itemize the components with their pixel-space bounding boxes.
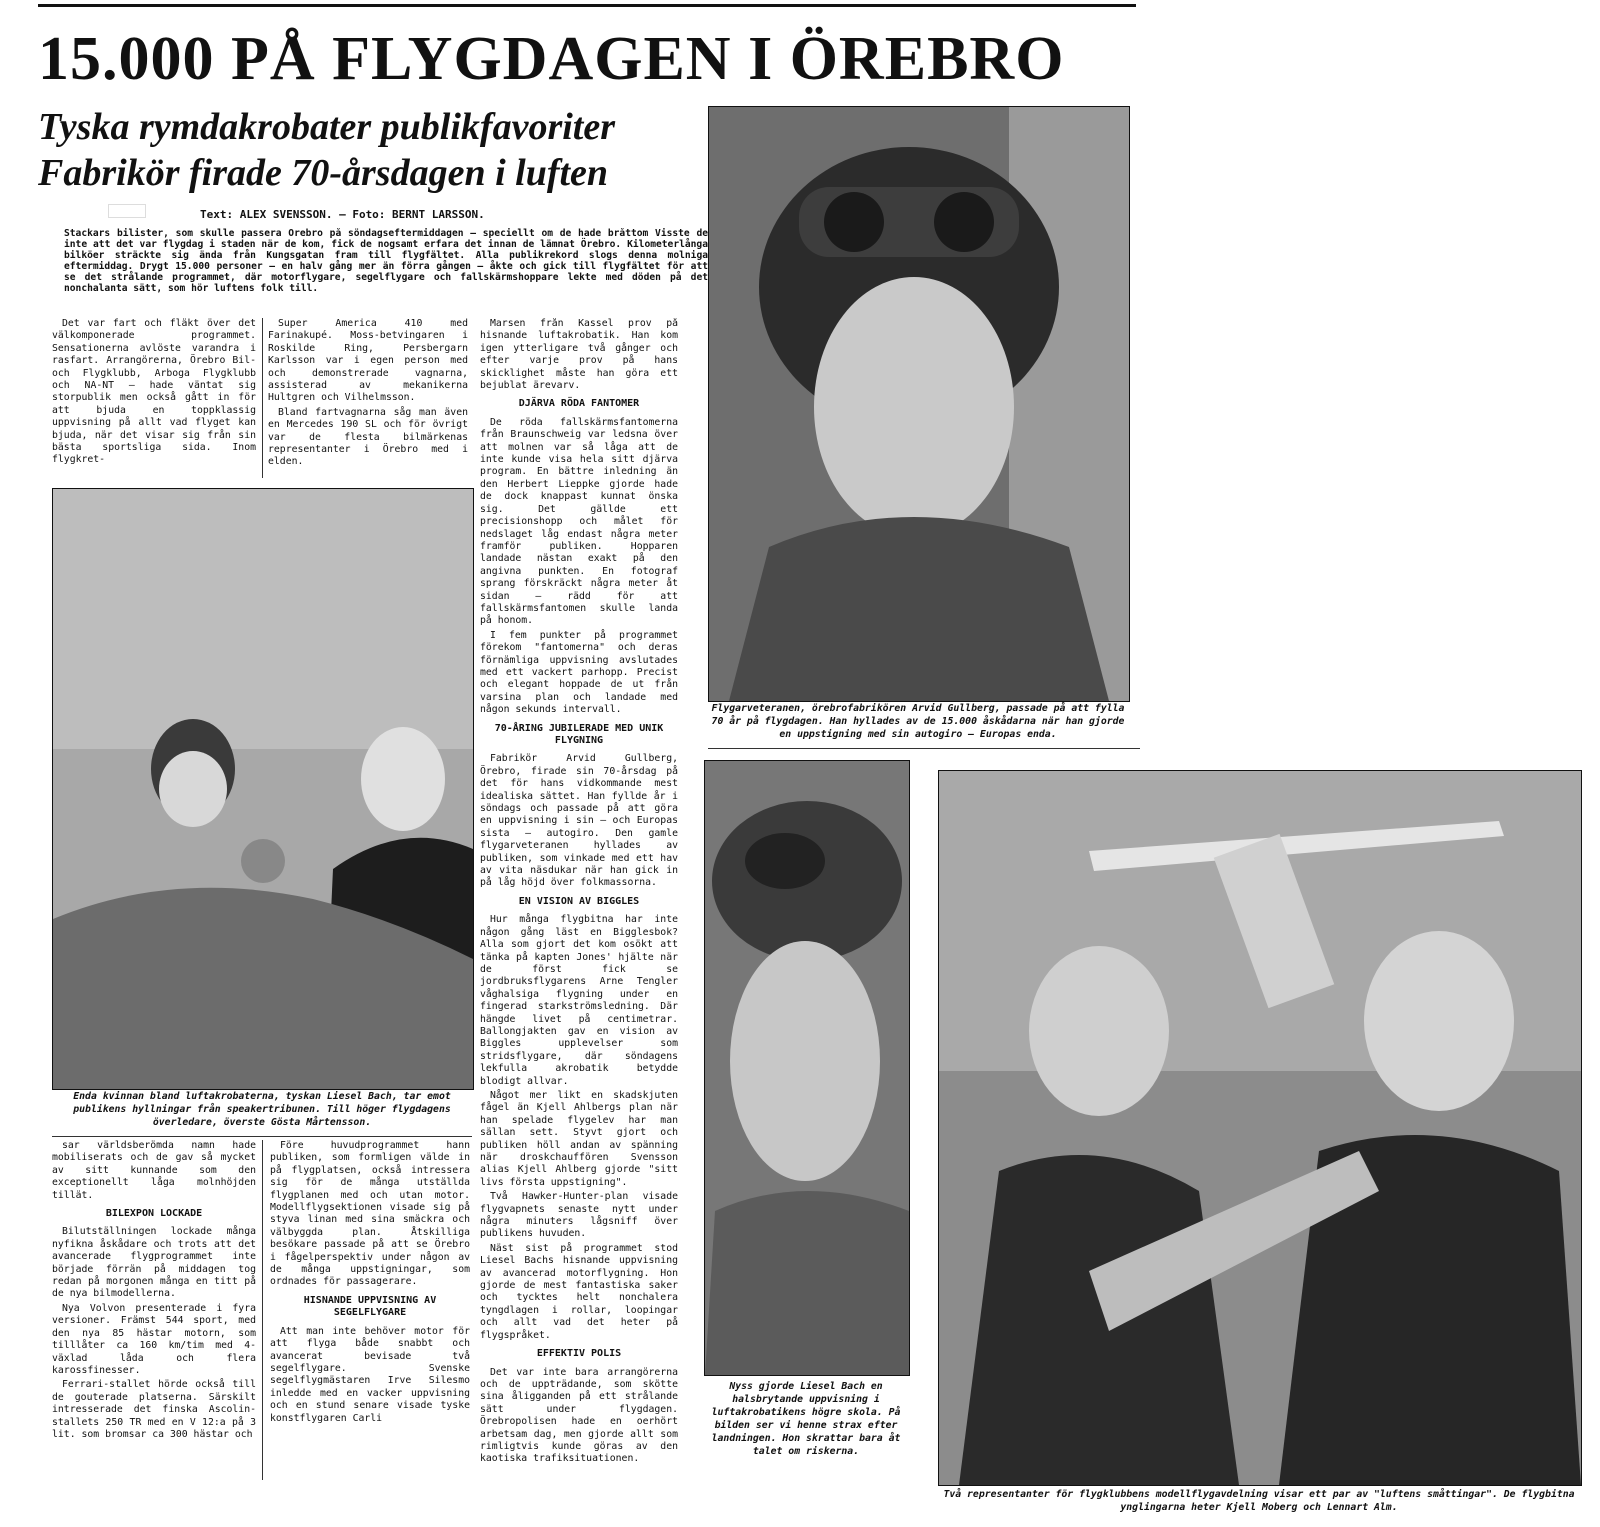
paragraph: Super America 410 med Farinakupé. Moss-betvingaren i Roskilde Ring, Persbergarn Karlsson var i egen person med och demonstrerade vagnarna, assisterad av mekanikerna Hultgren och Vilhelmsson.: [268, 318, 468, 404]
caption-rule: [52, 1136, 472, 1137]
photo-liesel-bach-landing: [704, 760, 910, 1376]
paragraph: Hur många flygbitna har inte någon gång läst en Bigglesbok? Alla som gjort det kom osökt att tänka på kapten Jones' hjälte när de först fick se jordbruksflygarens Arne Tengler våghalsiga flygning under en fingerad starkströmsledning. Där hängde livet på centimetrar. Ballongjakten gav en vision av Biggles upplevelser som stridsflygare, där söndagens lekfulla akrobatik betydde blodigt allvar.: [480, 914, 678, 1087]
photo-model-aircraft: [938, 770, 1582, 1486]
paragraph: I fem punkter på programmet förekom "fantomerna" och deras förnämliga uppvisning avslutades med ett vackert parhopp. Precist och elegant hoppade de ut från varsina plan och landade med någon sekunds intervall.: [480, 629, 678, 716]
subheadline-1: Tyska rymdakrobater publikfavoriter: [38, 106, 615, 148]
photo-illustration: [709, 107, 1129, 701]
paragraph: Två Hawker-Hunter-plan visade flygvapnets senaste nytt under några minuters lågsniff över publikens huvuden.: [480, 1191, 678, 1240]
column-divider: [262, 1140, 263, 1480]
column-5: [270, 1140, 470, 1486]
paragraph: Något mer likt en skadskjuten fågel än Kjell Ahlbergs plan när han spelade flygelev har man sällan sett. Styvt gjort och publiken höll andan av spänning när droskchauffören Svensson alias Kjell Ahlberg gjorde "sitt livs första uppstigning".: [480, 1089, 678, 1188]
subheadline-2: Fabrikör firade 70-årsdagen i luften: [38, 152, 609, 194]
caption-arvid-gullberg: Flygarveteranen, örebrofabrikören Arvid Gullberg, passade på att fylla 70 år på flygdagen. Han hyllades av de 15.000 åskådarna när han gjorde en uppstigning med sin autogiro — Europas enda.: [711, 703, 1125, 740]
section-heading: DJÄRVA RÖDA FANTOMER: [518, 398, 640, 410]
section-heading: EN VISION AV BIGGLES: [518, 895, 640, 907]
photo-illustration: [705, 761, 909, 1375]
paragraph: Näst sist på programmet stod Liesel Bachs hisnande uppvisning av avancerad motorflygning. Hon gjorde de mest fantastiska saker och tycktes helt nonchalera tyngdlagen i rollar, loopingar och allt vad det heter på flygspråket.: [480, 1242, 678, 1341]
paragraph: Att man inte behöver motor för att flyga både snabbt och avancerat bevisade två segelflygare. Svenske segelflygmästaren Irve Silesmo inledde med en vacker uppvisning och en stund senare visade tyske konstflygaren Carli: [270, 1325, 470, 1424]
paper-patch: [108, 204, 146, 218]
section-heading: HISNANDE UPPVISNING AV SEGELFLYGARE: [303, 1294, 437, 1319]
paragraph: De röda fallskärmsfantomerna från Braunschweig var ledsna över att molnen var så låga att de inte kunde visa hela sitt djärva program. En bättre inledning än den Herbert Lieppke gjorde hade de dock knappast kunnat önska sig. Det gällde ett precisionshopp och målet för nedslaget låg endast några meter framför publiken. Hopparen landade nästan exakt på den angivna punkten. En fotograf sprang förskräckt några meter åt sidan — rädd för att fallskärmsfantomen skulle landa på honom.: [480, 416, 678, 627]
paragraph: Det var fart och fläkt över det välkomponerade programmet. Sensationerna avlöste varandra i rasfart. Arrangörerna, Örebro Bil- och Flygklubb, Arboga Flygklubb och NA-NT — hade väntat sig storpublik men också gått in för att bjuda en toppklassig uppvisning på allt vad flyget kan bjuda, när det visar sig från sin bästa sportsliga sida. Inom flygkret-: [52, 318, 256, 466]
caption-liesel-bach-tribune: Enda kvinnan bland luftakrobaterna, tyskan Liesel Bach, tar emot publikens hyllningar från speakertribunen. Till höger flygdagens överledare, överste Gösta Mårtensson.: [73, 1091, 451, 1128]
section-heading: BILEXPON LOCKADE: [105, 1208, 203, 1220]
paragraph: Fabrikör Arvid Gullberg, Örebro, firade sin 70-årsdag på det för hans vidkommande mest idealiska sättet. Han fyllde år i söndags och passade på att göra en uppvisning i sin — och Europas sista — autogiro. Den gamle flygarveteranen hyllades av publiken, som vinkade med ett hav av vita näsdukar när han gick in på låg höjd över folkmassorna.: [480, 753, 678, 889]
section-heading: 70-ÅRING JUBILERADE MED UNIK FLYGNING: [494, 722, 664, 746]
paragraph: Det var inte bara arrangörerna och de uppträdande, som skötte sina åligganden på ett strålande sätt under flygdagen. Örebropolisen hade en oerhört arbetsam dag, men gjorde allt som rimligtvis kunde göras av den kaotiska trafiksituationen.: [480, 1366, 678, 1465]
photo-liesel-bach-tribune: [52, 488, 474, 1090]
paragraph: Bilutställningen lockade många nyfikna åskådare och trots att det avancerade flygprogrammet inte började förrän på middagen tog redan på morgonen många en titt på de nya bilmodellerna.: [52, 1226, 256, 1300]
column-1: [52, 318, 256, 482]
paragraph: Nya Volvon presenterade i fyra versioner. Främst 544 sport, med den nya 85 hästar motorn, som tilllåter ca 160 km/tim med 4-växlad låda och flera karossfinesser.: [52, 1302, 256, 1376]
photo-illustration: [939, 771, 1581, 1485]
paragraph: Ferrari-stallet hörde också till de gouterade platserna. Särskilt intresserade det finska Ascolin-stallets 250 TR med en V 12:a på 3 lit. som bromsar ca 300 hästar och: [52, 1379, 256, 1440]
byline: Text: ALEX SVENSSON. — Foto: BERNT LARSSON.: [200, 208, 485, 221]
caption-model-aircraft: Två representanter för flygklubbens modellflygavdelning visar ett par av "luftens småttingar". De flygbitna ynglingarna heter Kjell Moberg och Lennart Alm.: [943, 1489, 1575, 1513]
paragraph: Före huvudprogrammet hann publiken, som formligen välde in på flygplatsen, också intressera sig för de många utställda flygplanen med och utan motor. Modellflygsektionen visade sig på styva linan med sina smäckra och välbyggda plan. Åtskilliga besökare passade på att se Örebro i fågelperspektiv under någon av de många uppstigningar, som ordnades för passagerare.: [270, 1140, 470, 1288]
column-2: [268, 318, 468, 482]
intro-paragraph: Stackars bilister, som skulle passera Örebro på söndagseftermiddagen — speciellt om de hade bråttom Visste de inte att det var flygdag i staden när de kom, fick de nogsamt erfara det innan de lämnat Örebro. Kilometerlånga bilköer sträckte sig ända från Kungsgatan fram till flygfältet. Alla publikrekord slogs denna molniga eftermiddag. Drygt 15.000 personer — en halv gång mer än förra gången — åkte och gick till flygfältet för att se det strålande programmet, där motorflygare, segelflygare och fallskärmshoppare lekte med döden på det nonchalanta sätt, som hör luftens folk till.: [64, 228, 708, 294]
photo-arvid-gullberg: [708, 106, 1130, 702]
column-divider: [262, 318, 263, 478]
caption-rule: [708, 748, 1140, 749]
paragraph: Marsen från Kassel prov på hisnande luftakrobatik. Han kom igen ytterligare två gånger och efter varje prov på hans skicklighet måste han göra ett bejublat ärevarv.: [480, 318, 678, 392]
caption-liesel-bach-landing: Nyss gjorde Liesel Bach en halsbrytande uppvisning i luftakrobatikens högre skola. På bilden ser vi henne strax efter landningen. Hon skrattar bara åt talet om riskerna.: [711, 1381, 901, 1457]
section-heading: EFFEKTIV POLIS: [536, 1348, 622, 1360]
column-3: [480, 318, 678, 1500]
paragraph: Bland fartvagnarna såg man även en Mercedes 190 SL och för övrigt var de flesta bilmärkenas representanter i Örebro med i elden.: [268, 406, 468, 468]
photo-illustration: [53, 489, 473, 1089]
column-4: [52, 1140, 256, 1486]
headline: 15.000 PÅ FLYGDAGEN I ÖREBRO: [38, 25, 1065, 93]
paragraph: sar världsberömda namn hade mobiliserats och de gav så mycket av sitt kunnande som den exceptionellt låga molnhöjden tillät.: [52, 1140, 256, 1201]
top-rule: [38, 4, 1136, 7]
